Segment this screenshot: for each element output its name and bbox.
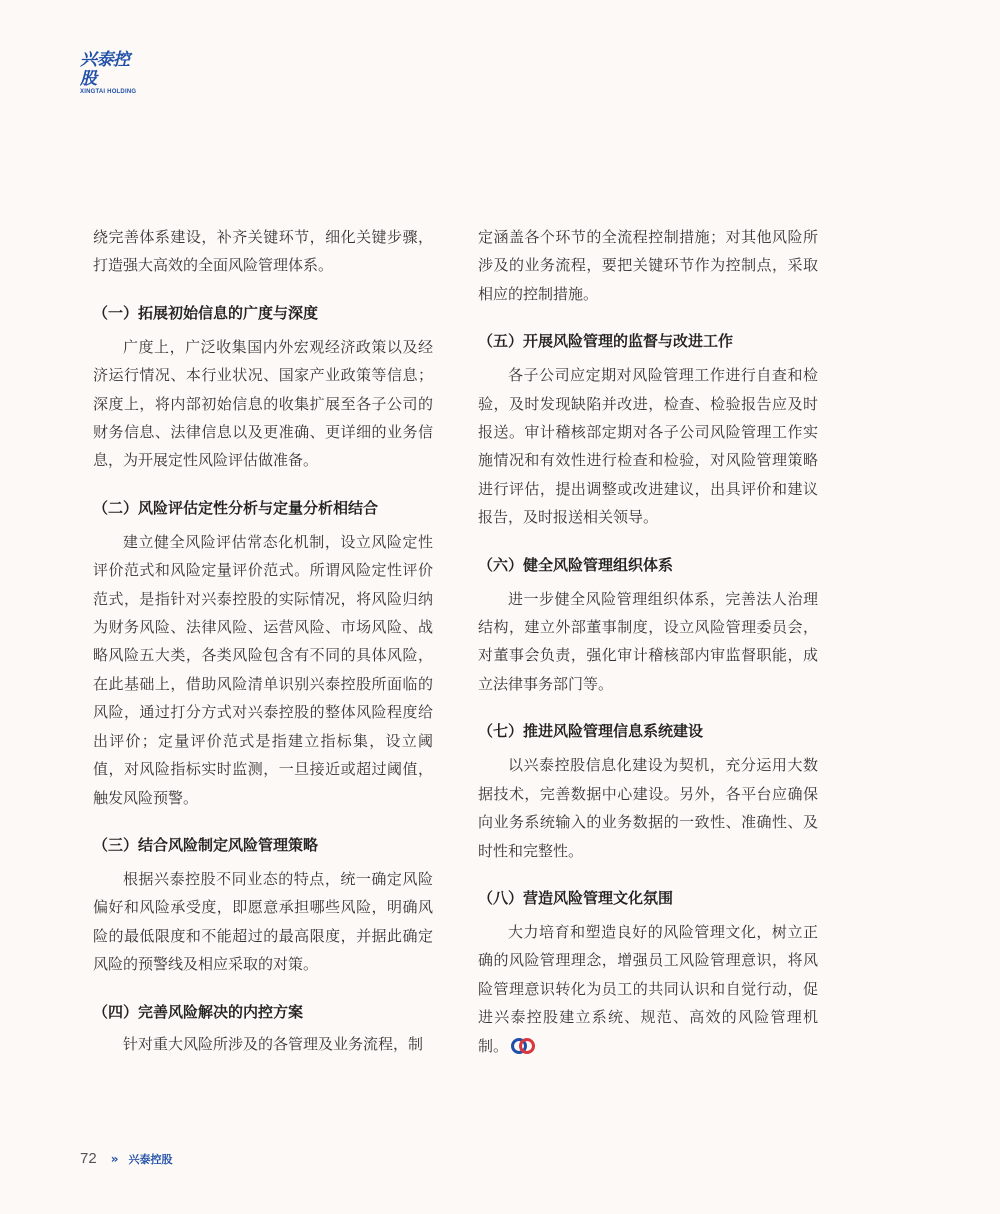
section-4-body: 针对重大风险所涉及的各管理及业务流程，制: [123, 1034, 424, 1053]
section-7-body: 以兴泰控股信息化建设为契机，充分运用大数据技术，完善数据中心建设。另外，各平台应确保向业务系统输入的业务数据的一致性、准确性、及时性和完整性。: [478, 756, 818, 860]
company-logo: [80, 51, 142, 96]
section-7-heading: （七）推进风险管理信息系统建设: [478, 722, 704, 741]
logo-chinese-name: 兴泰控股: [80, 50, 130, 89]
section-4-heading: （四）完善风险解决的内控方案: [93, 1002, 304, 1021]
logo-english-name: XINGTAI HOLDING: [80, 89, 137, 95]
section-2-heading: （二）风险评估定性分析与定量分析相结合: [93, 498, 379, 517]
double-chevron-icon: »: [110, 1151, 119, 1166]
intro-paragraph: 绕完善体系建设，补齐关键环节，细化关键步骤，打造强大高效的全面风险管理体系。: [93, 228, 433, 275]
section-3-body: 根据兴泰控股不同业态的特点，统一确定风险偏好和风险承受度，即愿意承担哪些风险，明确风险的最低限度和不能超过的最高限度，并据此确定风险的预警线及相应采取的对策。: [93, 869, 433, 974]
section-8-body: [478, 918, 818, 1060]
section-1-heading: （一）拓展初始信息的广度与深度: [93, 303, 319, 322]
section-6-heading: （六）健全风险管理组织体系: [478, 555, 674, 574]
section-4-continued: 定涵盖各个环节的全流程控制措施；对其他风险所涉及的业务流程，要把关键环节作为控制点，采取相应的控制措施。: [478, 228, 818, 303]
article-end-mark-icon: [510, 1037, 536, 1055]
right-column: [478, 223, 818, 1060]
section-8-heading: （八）营造风险管理文化氛围: [478, 888, 674, 907]
left-column: [93, 223, 433, 1058]
section-5-heading: （五）开展风险管理的监督与改进工作: [478, 332, 734, 351]
section-3-heading: （三）结合风险制定风险管理策略: [93, 835, 319, 854]
page-footer: [80, 1150, 172, 1167]
section-2-body: 建立健全风险评估常态化机制，设立风险定性评价范式和风险定量评价范式。所谓风险定性评价范式，是指针对兴泰控股的实际情况，将风险归纳为财务风险、法律风险、运营风险、市场风险、战略风险五大类，各类风险包含有不同的具体风险，在此基础上，借助风险清单识别兴泰控股所面临的风险，通过打分方式对兴泰控股的整体风险程度给出评价；定量评价范式是指建立指标集，设立阈值，对风险指标实时监测，一旦接近或超过阈值，触发风险预警。: [93, 532, 433, 807]
section-8-text: 大力培育和塑造良好的风险管理文化，树立正确的风险管理理念，增强员工风险管理意识，将风险管理意识转化为员工的共同认识和自觉行动，促进兴泰控股建立系统、规范、高效的风险管理机制。: [478, 922, 818, 1055]
footer-brand: 兴泰控股: [128, 1152, 173, 1166]
section-6-body: 进一步健全风险管理组织体系，完善法人治理结构，建立外部董事制度，设立风险管理委员会，对董事会负责，强化审计稽核部内审监督职能，成立法律事务部门等。: [478, 589, 818, 693]
page-number: 72: [80, 1150, 97, 1167]
section-1-body: 广度上，广泛收集国内外宏观经济政策以及经济运行情况、本行业状况、国家产业政策等信息；深度上，将内部初始信息的收集扩展至各子公司的财务信息、法律信息以及更准确、更详细的业务信息，为开展定性风险评估做准备。: [93, 337, 433, 470]
section-5-body: 各子公司应定期对风险管理工作进行自查和检验，及时发现缺陷并改进，检查、检验报告应及时报送。审计稽核部定期对各子公司风险管理工作实施情况和有效性进行检查和检验，对风险管理策略进行评估，提出调整或改进建议，出具评价和建议报告，及时报送相关领导。: [478, 366, 818, 527]
